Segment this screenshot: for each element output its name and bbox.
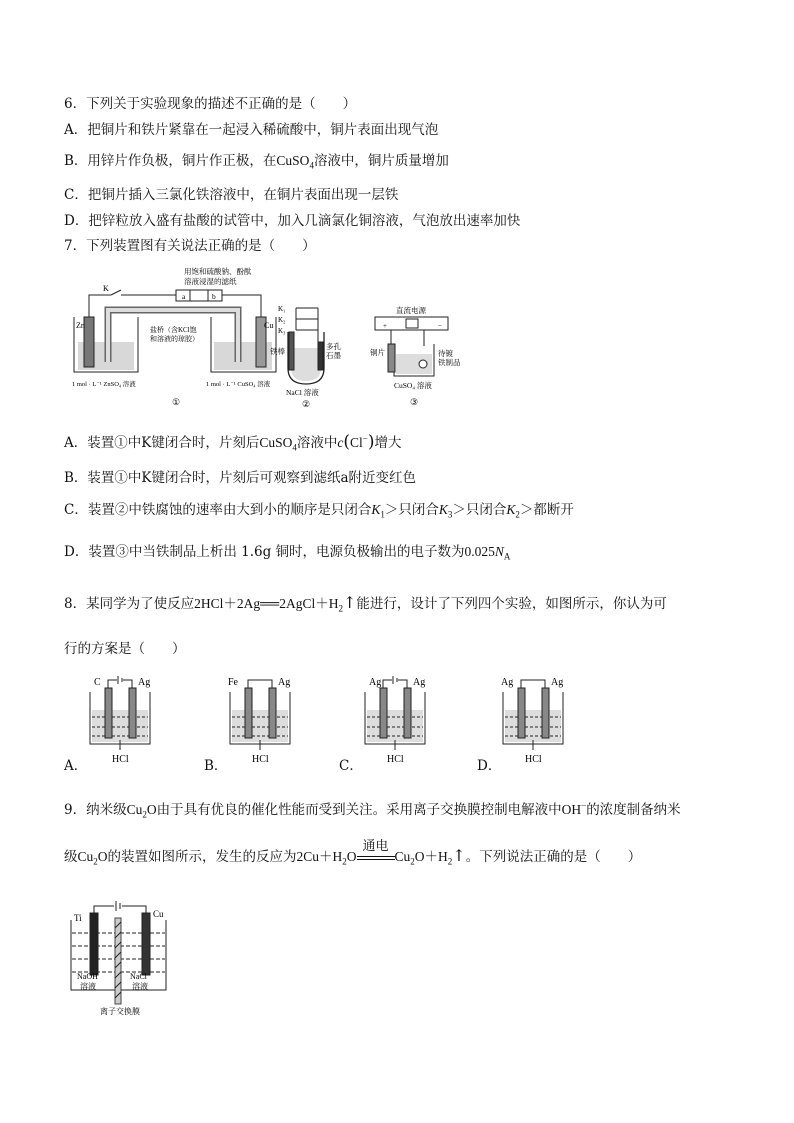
fig2-iron-label: 铁棒: [270, 347, 285, 356]
fig1-filter-label2: 溶液浸湿的滤纸: [184, 277, 237, 286]
iron-rod: [289, 332, 294, 370]
hcl-solution: [367, 710, 423, 742]
hcl-solution: [92, 710, 148, 742]
hcl-solution: [232, 710, 288, 742]
q8-left-electrode-label: Fe: [228, 677, 238, 688]
electrode-right: [404, 688, 411, 738]
wire: [108, 680, 117, 688]
fig3-plus: +: [383, 322, 387, 330]
q9-left-sol: NaOH: [77, 972, 98, 981]
fig2-k1: K₁: [278, 305, 286, 313]
q6-option-a: A．把铜片和铁片紧靠在一起浸入稀硫酸中，铜片表面出现气泡: [64, 122, 439, 138]
q6-option-d: D．把锌粒放入盛有盐酸的试管中，加入几滴氯化铜溶液，气泡放出速率加快: [64, 213, 521, 229]
wire: [521, 680, 545, 688]
fig3-copper-label: 铜片: [370, 348, 385, 357]
q8-right-electrode-label: Ag: [413, 677, 426, 688]
fig1-bridge-label: 盐桥（含KCl饱: [150, 326, 197, 334]
electrode-right: [542, 688, 549, 738]
q6-option-b: B．用锌片作负极，铜片作正极，在CuSO$_4$溶液中，铜片质量增加: [64, 153, 449, 171]
copper-plate: [388, 344, 395, 372]
fig3-sol-label: CuSO₄ 溶液: [394, 381, 432, 390]
hcl-solution: [505, 710, 561, 742]
q9-figure: [66, 898, 176, 1023]
q8-stem-line2: 行的方案是（ ）: [64, 641, 186, 657]
q8-left-electrode-label: C: [94, 677, 101, 688]
q7-option-a: A．装置①中K键闭合时，片刻后CuSO$_4$溶液中c(Cl−)增大: [64, 432, 402, 453]
q8-beaker-figure: [218, 672, 318, 772]
q8-option-letter: A．: [64, 758, 88, 774]
electrode-right: [269, 688, 276, 738]
plated-object: [419, 360, 427, 368]
electrode-left: [380, 688, 387, 738]
fig1-left-sol: 1 mol · L⁻¹ ZnSO₄ 溶液: [72, 381, 136, 388]
q7-option-b: B．装置①中K键闭合时，片刻后可观察到滤纸a附近变红色: [64, 470, 417, 486]
q7-figures: [66, 262, 466, 412]
q8-option-letter: C．: [339, 758, 363, 774]
electrode-right: [129, 688, 136, 738]
q8-right-electrode-label: Ag: [278, 677, 291, 688]
k-switch: [111, 290, 121, 295]
q8-left-electrode-label: Ag: [501, 677, 514, 688]
fig3-caption: ③: [410, 397, 419, 407]
q9-cu-label: Cu: [153, 909, 164, 919]
fig3-plated-label2: 铁制品: [438, 358, 461, 367]
fig1-bridge-label2: 和溶液的琼胶）: [150, 335, 199, 343]
q6-option-c: C．把铜片插入三氯化铁溶液中，在铜片表面出现一层铁: [64, 187, 399, 203]
q9-eq-condition: 通电: [362, 839, 389, 854]
q8-option-a: [66, 672, 176, 772]
q6-stem: 6．下列关于实验现象的描述不正确的是（ ）: [64, 96, 357, 112]
wire: [248, 680, 272, 688]
q9-left-sol2: 溶液: [80, 982, 96, 991]
q8-solution-label: HCl: [525, 754, 542, 765]
q9-membrane-label: 离子交换膜: [100, 1007, 140, 1016]
graphite-rod: [318, 342, 323, 370]
wire: [383, 680, 392, 688]
q8-option-letter: B．: [204, 758, 228, 774]
ti-electrode: [90, 913, 98, 975]
electrode-left: [518, 688, 525, 738]
fig1-right-sol: 1 mol · L⁻¹ CuSO₄ 溶液: [206, 381, 271, 388]
q8-stem: 8．某同学为了使反应$2HCl+2Ag══2AgCl+H_2↑$能进行，设计了下列四个实验，如图所示，你认为可: [64, 593, 667, 614]
q8-option-b: [206, 672, 316, 772]
fig1-a-label: a: [182, 292, 186, 301]
q7-option-d: D．装置③中当铁制品上析出 1.6g 铜时，电源负极输出的电子数为$0.025N_A$: [64, 544, 511, 562]
cu-electrode: [142, 913, 150, 975]
fig1-filter-label: 用饱和硫酸钠、酚酞: [184, 267, 252, 276]
fig3-minus: −: [438, 322, 442, 330]
electrode-left: [105, 688, 112, 738]
q8-solution-label: HCl: [387, 754, 404, 765]
fig2-k3: K₃: [278, 327, 286, 335]
fig2-k2: K₂: [278, 316, 286, 324]
q7-option-c: C．装置②中铁腐蚀的速率由大到小的顺序是只闭合$K_1>$只闭合$K_3>$只闭合$K_2>$都断开: [64, 502, 574, 520]
fig3-plated-label: 待镀: [438, 349, 453, 358]
q8-option-c: [341, 672, 451, 772]
fig2-caption: ②: [302, 399, 311, 409]
q8-beaker-figure: [78, 672, 178, 772]
q8-beaker-figure: [491, 672, 591, 772]
q9-right-sol: NaCl: [130, 972, 147, 981]
q7-stem: 7．下列装置图有关说法正确的是（ ）: [64, 238, 316, 254]
q9-ti-label: Ti: [74, 913, 82, 923]
fig3-power-label: 直流电源: [396, 306, 426, 315]
q8-right-electrode-label: Ag: [551, 677, 564, 688]
q8-solution-label: HCl: [112, 754, 129, 765]
q8-option-letter: D．: [477, 758, 502, 774]
q8-option-d: [479, 672, 589, 772]
q8-beaker-figure: [353, 672, 453, 772]
ion-exchange-membrane: [115, 918, 121, 1004]
q7-fig2: [288, 308, 324, 384]
fig1-k-label: K: [103, 284, 109, 293]
fig2-graphite-label2: 石墨: [326, 351, 341, 360]
q8-left-electrode-label: Ag: [369, 677, 382, 688]
fig2-sol-label: NaCl 溶液: [286, 388, 319, 397]
fig1-caption: ①: [172, 397, 181, 407]
q9-right-sol2: 溶液: [132, 982, 148, 991]
q9-stem: 9．纳米级$Cu_2O$由于具有优良的催化性能而受到关注。采用离子交换膜控制电解液中OH−的浓度制备纳米: [64, 800, 681, 820]
fig1-b-label: b: [212, 292, 216, 301]
fig1-cu-label: Cu: [264, 321, 274, 330]
q8-right-electrode-label: Ag: [138, 677, 151, 688]
fig2-graphite-label: 多孔: [326, 342, 341, 351]
fig1-zn-label: Zn: [76, 321, 85, 330]
zn-electrode: [84, 317, 94, 367]
electrode-left: [245, 688, 252, 738]
q8-solution-label: HCl: [252, 754, 269, 765]
q9-stem-line2: 级$Cu_2O$的装置如图所示，发生的反应为$2Cu+H_2O$ 通电 $Cu_2O+H_2↑$。下列说法正确的是（ ）: [64, 845, 641, 867]
